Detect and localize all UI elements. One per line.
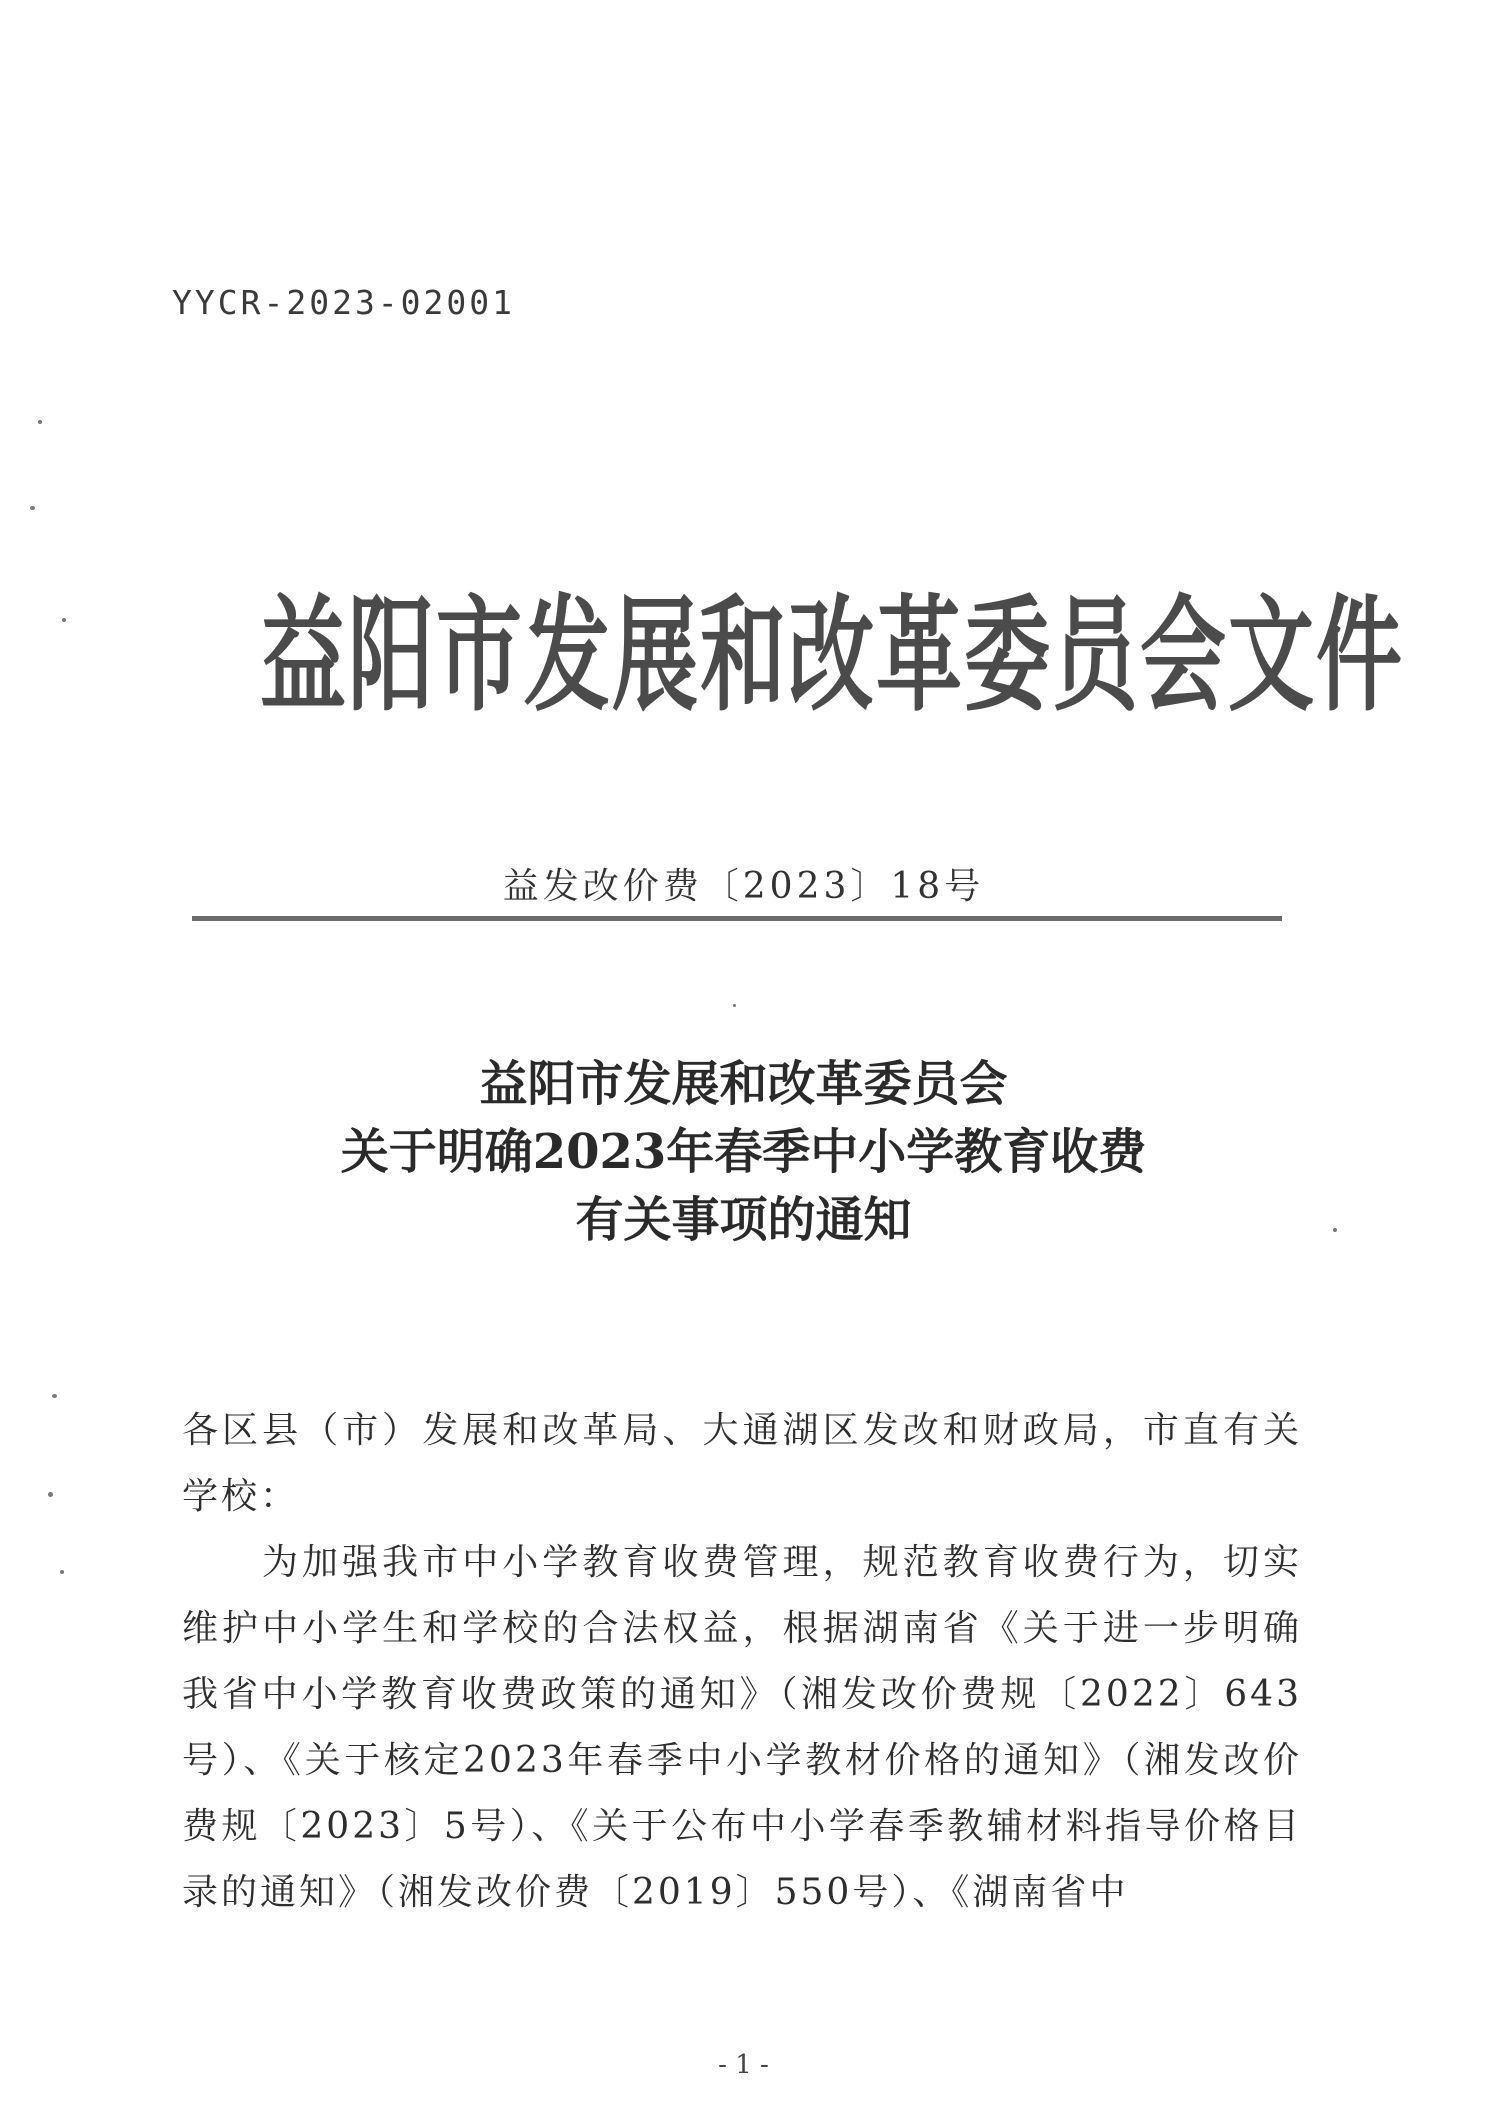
- scan-speck: [48, 1492, 53, 1497]
- addressee: 各区县（市）发展和改革局、大通湖区发改和财政局，市直有关学校：: [182, 1410, 1302, 1517]
- title-line-2: 关于明确2023年春季中小学教育收费: [340, 1124, 1147, 1180]
- scan-speck: [62, 618, 66, 622]
- body-paragraph: 为加强我市中小学教育收费管理，规范教育收费行为，切实维护中小学生和学校的合法权益，根据湖南省《关于进一步明确我省中小学教育收费政策的通知》（湘发改价费规〔2022〕643号）、《关于核定2023年春季中小学教材价格的通知》（湘发改价费规〔2023〕5号）、《关于公布中小学春季教辅材料指导价格目录的通知》（湘发改价费〔2019〕550号）、《湖南省中: [182, 1542, 1302, 1913]
- title-line-1: 益阳市发展和改革委员会: [479, 1056, 1008, 1112]
- header-divider: [192, 916, 1282, 921]
- scan-speck: [52, 1394, 57, 1398]
- page-number: - 1 -: [718, 2050, 769, 2080]
- title-line-3: 有关事项的通知: [575, 1192, 912, 1248]
- scan-speck: [38, 420, 42, 424]
- document-number: 益发改价费〔2023〕18号: [502, 866, 985, 907]
- scan-speck: [60, 1570, 64, 1574]
- scan-speck: [1333, 1228, 1337, 1232]
- issuer-header: 益阳市发展和改革委员会文件: [260, 584, 1404, 729]
- document-title: [0, 1050, 1487, 1254]
- scan-speck: [30, 506, 35, 510]
- document-body: [182, 1398, 1302, 1926]
- document-code: YYCR-2023-02001: [172, 283, 516, 322]
- scan-speck: [733, 1004, 736, 1007]
